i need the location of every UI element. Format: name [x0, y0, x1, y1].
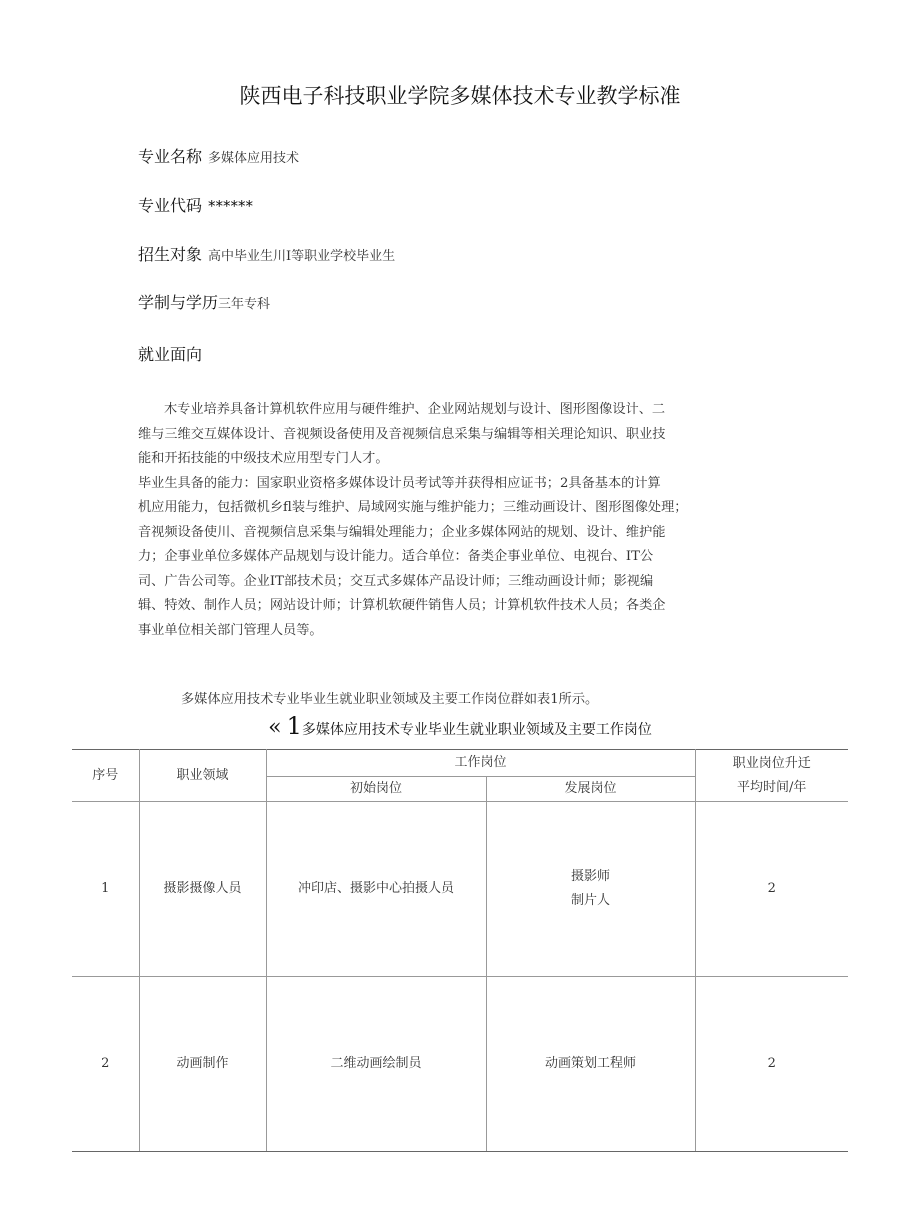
- header-field: 职业领域: [139, 750, 266, 802]
- row-time: 2: [695, 802, 848, 977]
- body-paragraph: [138, 398, 728, 643]
- row-time: 2: [695, 977, 848, 1152]
- enrollment-label: 招生对象: [138, 245, 203, 264]
- row-seq: 2: [72, 977, 139, 1152]
- body-line: 毕业生具备的能力：国家职业资格多媒体设计员考试等并获得相应证书；2具备基本的计算: [138, 475, 661, 491]
- table-header-row: [72, 750, 848, 777]
- header-seq: 序号: [72, 750, 139, 802]
- major-code-label: 专业代码: [138, 196, 203, 215]
- major-name-field: [138, 144, 299, 167]
- duration-value: 三年专科: [218, 297, 271, 312]
- duration-label: 学制与学历: [138, 293, 219, 312]
- body-line: 维与三维交互媒体设计、音视频设备使用及音视频信息采集与编辑等相关理论知识、职业技: [138, 426, 666, 442]
- header-positions: 工作岗位: [266, 750, 695, 777]
- table-row: [72, 977, 848, 1152]
- header-time-line2: 平均时间/年: [737, 779, 807, 795]
- body-line: 辑、特效、制作人员；网站设计师；计算机软硬件销售人员；计算机软件技术人员；各类企: [138, 598, 666, 613]
- body-line: 事业单位相关部门管理人员等。: [138, 622, 323, 638]
- employment-label: 就业面向: [138, 345, 203, 364]
- header-develop: 发展岗位: [486, 777, 695, 802]
- body-line: 能和开拓技能的中级技术应用型专门人才。: [138, 451, 389, 466]
- enrollment-value: 高中毕业生川I等职业学校毕业生: [208, 249, 396, 264]
- body-line: 司、广告公司等。企业IT部技术员；交互式多媒体产品设计师；三维动画设计师；影视编: [138, 573, 654, 589]
- employment-field: [138, 342, 202, 365]
- header-time-line1: 职业岗位升迁: [732, 755, 811, 771]
- header-time: [695, 750, 848, 802]
- row-develop-item: 制片人: [570, 893, 610, 908]
- body-line: 机应用能力，包括微机乡fl装与维护、局域网实施与维护能力；三维动画设计、图形图像处理；: [138, 500, 688, 515]
- positions-table: [72, 749, 848, 1152]
- enrollment-field: [138, 242, 395, 265]
- row-develop: [486, 802, 695, 977]
- row-initial: 冲印店、摄影中心拍摄人员: [266, 802, 486, 977]
- row-initial: 二维动画绘制员: [266, 977, 486, 1152]
- body-line: 音视频设备使川、音视频信息采集与编辑处理能力；企业多媒体网站的规划、设计、维护能: [138, 524, 666, 540]
- row-field: 摄影摄像人员: [139, 802, 266, 977]
- body-line: 力；企事业单位多媒体产品规划与设计能力。适合单位：备类企事业单位、电视台、IT公: [138, 549, 654, 564]
- row-seq: 1: [72, 802, 139, 977]
- page-title: 陕西电子科技职业学院多媒体技术专业教学标准: [239, 84, 681, 108]
- caption-number: 1: [286, 712, 302, 740]
- caption-mark: «: [268, 715, 282, 740]
- caption-text: 多媒体应用技术专业毕业生就业职业领域及主要工作岗位: [301, 722, 652, 738]
- table-caption: [0, 712, 920, 740]
- major-name-value: 多媒体应用技术: [208, 151, 300, 166]
- row-field: 动画制作: [139, 977, 266, 1152]
- duration-field: [138, 290, 270, 313]
- major-code-value: ******: [208, 197, 254, 215]
- major-code-field: [138, 193, 253, 216]
- header-initial: 初始岗位: [266, 777, 486, 802]
- row-develop-item: 动画策划工程师: [544, 1056, 636, 1071]
- row-develop: [486, 977, 695, 1152]
- table-intro: 多媒体应用技术专业毕业生就业职业领域及主要工作岗位群如表1所示。: [181, 692, 599, 707]
- major-name-label: 专业名称: [138, 147, 203, 166]
- table-row: [72, 802, 848, 977]
- body-line: 木专业培养具备计算机软件应用与硬件维护、企业网站规划与设计、图形图像设计、二: [164, 402, 666, 417]
- row-develop-item: 摄影师: [570, 869, 610, 884]
